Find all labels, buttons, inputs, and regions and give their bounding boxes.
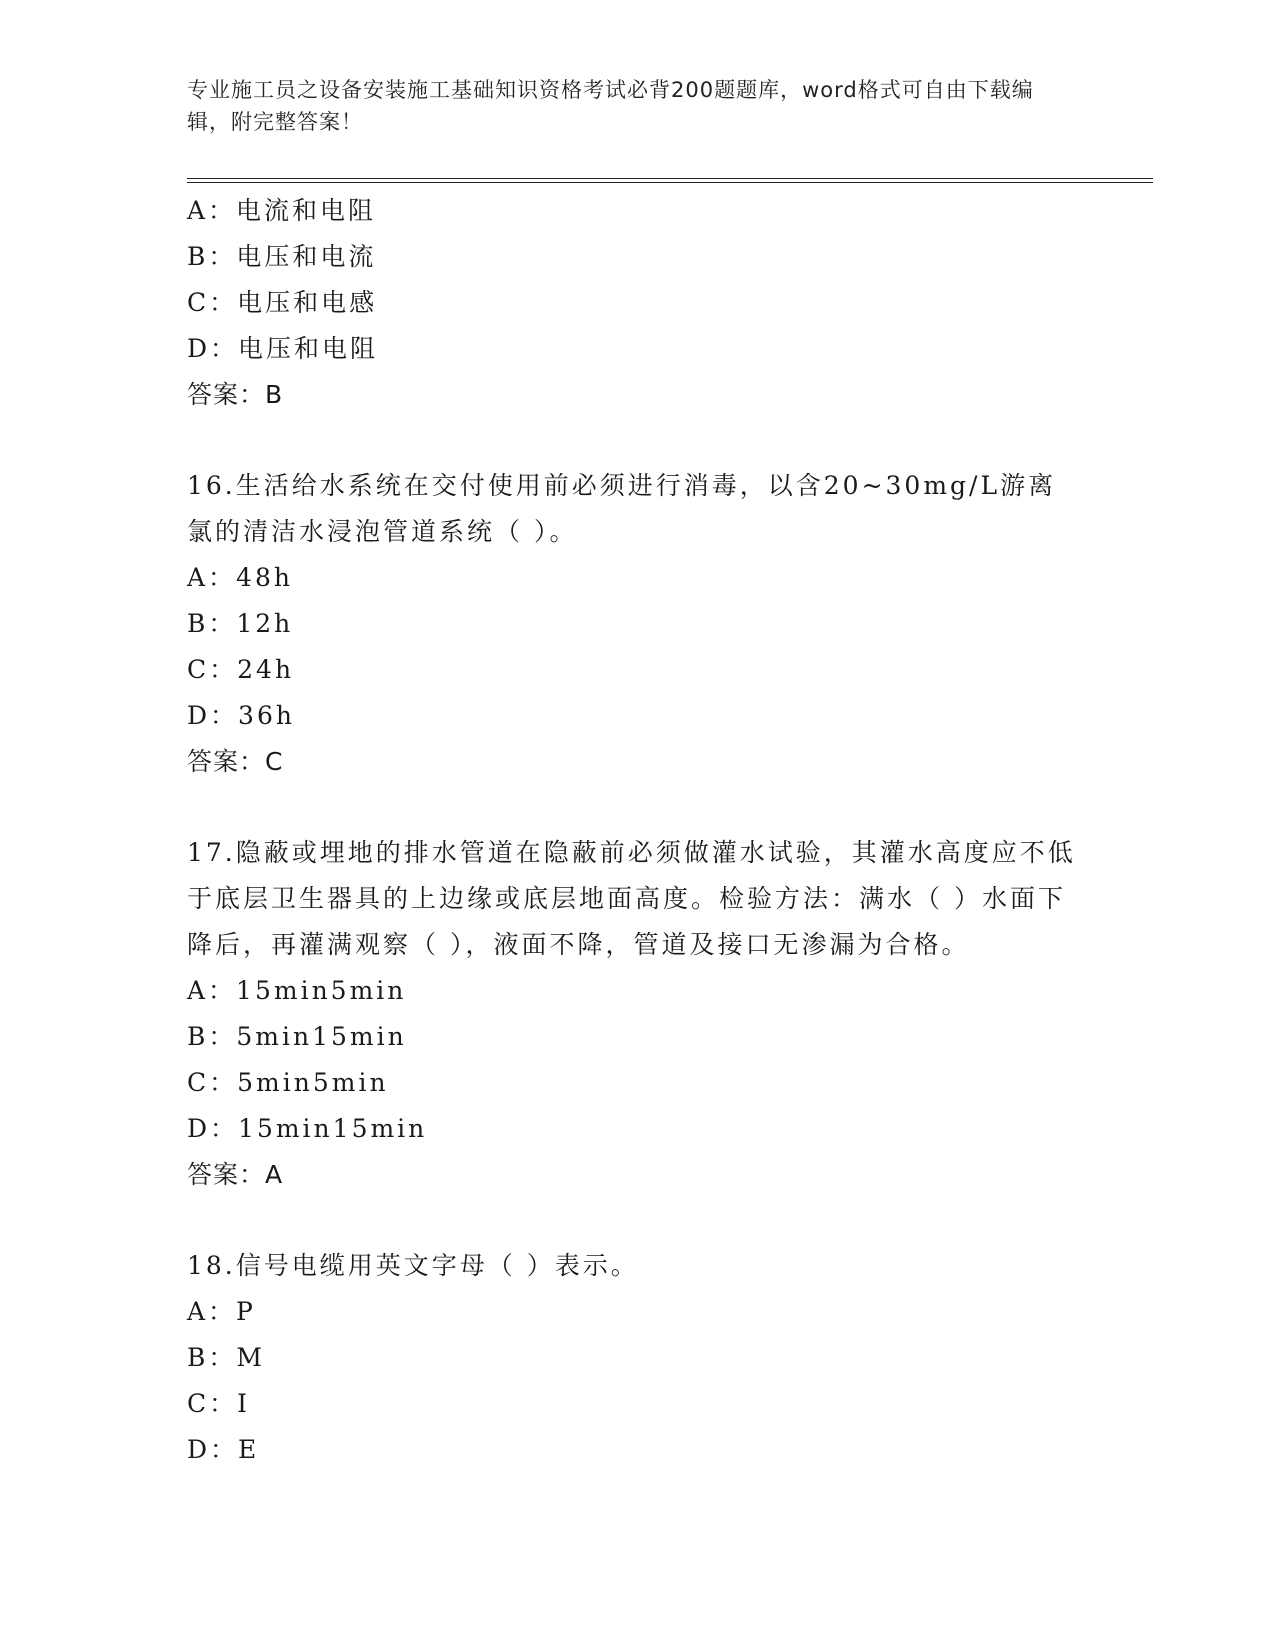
question-stem: 17.隐蔽或埋地的排水管道在隐蔽前必须做灌水试验，其灌水高度应不低于底层卫生器具的上边缘或底层地面高度。检验方法：满水（ ）水面下降后，再灌满观察（ ），液面不降，管道及接口无渗漏为合格。	[187, 838, 1076, 959]
question-18	[187, 1243, 1087, 1473]
header-rule-top	[187, 178, 1153, 179]
question-stem: 18.信号电缆用英文字母（ ）表示。	[187, 1251, 639, 1280]
answer: 答案：C	[187, 747, 284, 776]
spacer	[187, 785, 1087, 830]
option-a: A：电流和电阻	[187, 196, 377, 225]
option-c: C：24h	[187, 655, 295, 684]
answer: 答案：B	[187, 380, 284, 409]
question-stem: 16.生活给水系统在交付使用前必须进行消毒，以含20~30mg/L游离氯的清洁水浸泡管道系统（ ）。	[187, 471, 1057, 546]
option-d: D：15min15min	[187, 1114, 428, 1143]
option-a: A：P	[187, 1297, 256, 1326]
answer: 答案：A	[187, 1160, 284, 1189]
document-header	[187, 74, 1067, 138]
option-d: D：电压和电阻	[187, 334, 379, 363]
option-d: D：E	[187, 1435, 260, 1464]
option-d: D：36h	[187, 701, 295, 730]
question-15	[187, 188, 1087, 418]
header-title: 专业施工员之设备安装施工基础知识资格考试必背200题题库，word格式可自由下载编辑，附完整答案！	[187, 78, 1034, 134]
header-rule-bottom	[187, 182, 1153, 183]
option-b: B：5min15min	[187, 1022, 407, 1051]
option-b: B：M	[187, 1343, 265, 1372]
question-17	[187, 830, 1087, 1198]
option-c: C：I	[187, 1389, 251, 1418]
option-a: A：48h	[187, 563, 293, 592]
spacer	[187, 1198, 1087, 1243]
option-c: C：电压和电感	[187, 288, 378, 317]
option-b: B：12h	[187, 609, 294, 638]
option-c: C：5min5min	[187, 1068, 389, 1097]
question-16	[187, 463, 1087, 785]
document-body	[187, 188, 1087, 1473]
option-a: A：15min5min	[187, 976, 407, 1005]
option-b: B：电压和电流	[187, 242, 377, 271]
spacer	[187, 418, 1087, 463]
